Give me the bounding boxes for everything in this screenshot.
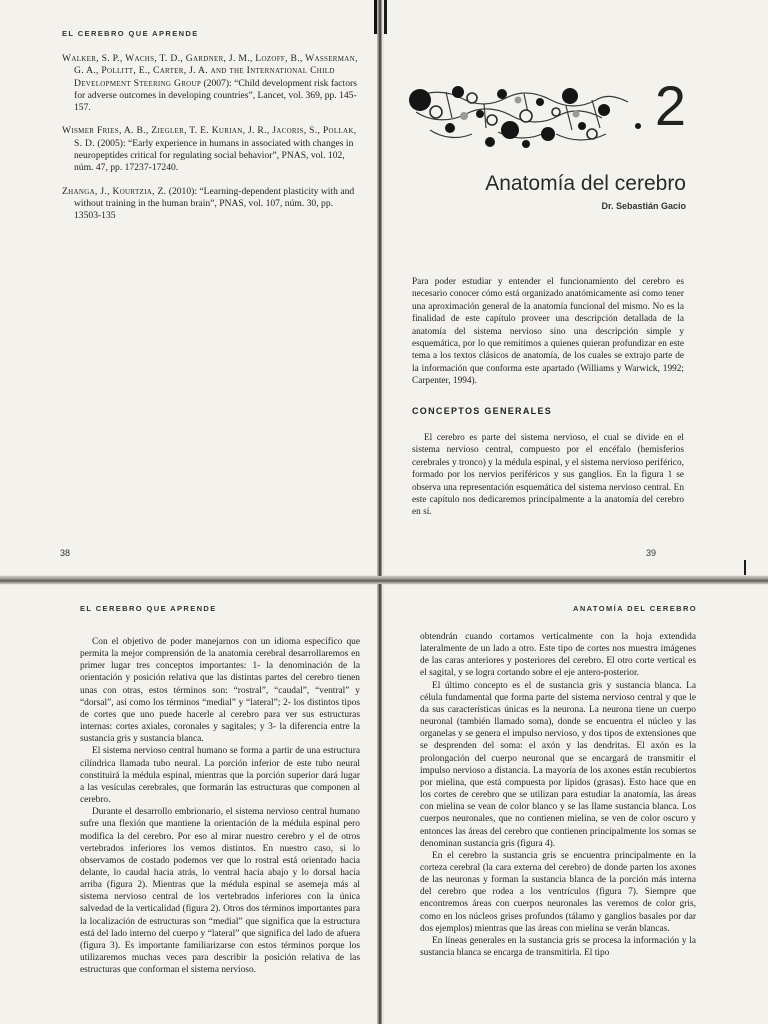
body-column-right	[420, 631, 696, 959]
chapter-author: Dr. Sebastián Gacio	[601, 201, 686, 211]
chapter-number: 2	[654, 74, 686, 137]
crop-mark	[744, 560, 746, 575]
body-paragraph: En líneas generales en la sustancia gris se procesa la información y la sustancia blanca se encarga de transmitirla. El tipo	[420, 935, 696, 959]
running-head: EL CEREBRO QUE APRENDE	[62, 29, 199, 38]
page-number: 39	[646, 548, 657, 558]
page-number: 38	[60, 548, 71, 558]
body-paragraph: En el cerebro la sustancia gris se encuentra principalmente en la corteza cerebral (la cara externa del cerebro) de donde parten los axones de las neuronas y forman la sustancia blanca de la porción más interna del cerebro que rodea a los ventrículos (figura 7). Siempre que encontremos áreas con cuerpos neuronales las veremos de color gris, como en los núcleos grises profundos (tálamo y ganglios basales por dar dos ejemplos) mientras que las áreas con mielina se verán blancas.	[420, 850, 696, 934]
body-column-left	[80, 636, 360, 976]
body-paragraph: El sistema nervioso central humano se forma a partir de una estructura cilíndrica llamada tubo neural. La porción inferior de este tubo neural constituirá la médula espinal, mientras que la porción superior dará lugar a las vesículas cerebrales, que formarán las estructuras que componen al cerebro.	[80, 746, 360, 806]
section-heading: CONCEPTOS GENERALES	[412, 406, 553, 416]
chapter-title: Anatomía del cerebro	[485, 172, 686, 195]
body-paragraph: El último concepto es el de sustancia gris y sustancia blanca. La célula fundamental que forma parte del sistema nervioso central y que le da sus características únicas es la neurona. La neurona tiene un cuerpo neuronal (también llamado soma), donde se encuentra el núcleo y las organelas y se genera el impulso nervioso, y dos tipos de extensiones que se desprenden del soma: el axón y las dendritas. El axón es la prolongación del cuerpo neuronal que se encargará de transmitir el impulso nervioso a distancia. La mayoría de los axones están recubiertos por mielina, que está compuesta por lípidos (grasas). Esto hace que en los cortes de cerebro que se utilizan para estudiar la anatomía, las áreas con mielina se vean de color blanco y se las llame sustancia blanca. Los cuerpos neuronales, que no contienen mielina, se ven de color oscuro y entonces las áreas del cerebro que contienen principalmente los somas se denominan sustancia gris (figura 4).	[420, 680, 696, 849]
running-head: ANATOMÍA DEL CEREBRO	[573, 604, 697, 613]
book-spine-divider	[377, 0, 382, 1024]
page-38	[0, 0, 378, 575]
chapter-intro: Para poder estudiar y entender el funcionamiento del cerebro es necesario conocer cómo está organizado anatómicamente así como tener una aproximación general de la anatomía funcional del mismo. No es la finalidad de este capítulo proveer una descripción detallada de la anatomía del sistema nervioso sino una descripción simple y esquemática, por lo que remitimos a quienes quieran profundizar en este tema a los textos clásicos de anatomía, de los cuales se extrajo parte de la información que conforma este apartado (Williams y Warwick, 1992; Carpenter, 1994).	[412, 277, 684, 387]
molecule-graphic-icon	[406, 70, 646, 160]
binding-notch	[374, 0, 377, 34]
running-head: EL CEREBRO QUE APRENDE	[80, 604, 217, 613]
reference-list	[62, 53, 358, 234]
body-paragraph: El cerebro es parte del sistema nervioso, el cual se divide en el sistema nervioso central, compuesto por el encéfalo (hemisferios cerebrales y tronco) y la médula espinal, y el sistema nervioso periférico, formado por los nervios periféricos y sus ganglios. En la figura 1 se observa una representación esquemática del sistema nervioso central. En este capítulo nos dedicaremos principalmente a la anatomía del cerebro en sí.	[412, 433, 684, 518]
reference-item: Walker, S. P., Wachs, T. D., Gardner, J. M., Lozoff, B., Wasserman, G. A., Pollitt, E., Carter, J. A. and the International Child Development Steering Group (2007): “Child development risk factors for adverse outcomes in developing countries”, Lancet, vol. 369, pp. 145-157.	[62, 53, 358, 114]
binding-mark	[384, 0, 387, 34]
body-paragraph: Durante el desarrollo embrionario, el sistema nervioso central humano sufre una flexión que mantiene la orientación de la médula espinal pero modifica la del cerebro. Por eso al mirar nuestro cerebro y el de otros vertebrados inferiores los vemos distintos. En nuestro caso, si lo observamos de costado podemos ver que lo rostral está orientado hacia delante, lo caudal hacia atrás, lo ventral hacia abajo y lo dorsal hacia arriba (figura 2). Mientras que la médula espinal se asemeja más al sistema nervioso central de los vertebrados inferiores con la única salvedad de la verticalidad (figura 2). Otros dos términos importantes para la localización de estructuras son “medial” que significa que la estructura está del lado interno del cuerpo y “lateral” que significa del lado de afuera (figura 3). Es importante familiarizarse con estos términos porque los utilizaremos muchas veces para describir la posición relativa de las estructuras que conforman el sistema nervioso.	[80, 807, 360, 976]
reference-item: Zhanga, J., Kourtzia, Z. (2010): “Learning-dependent plasticity with and without training in the human brain”, PNAS, vol. 107, núm. 30, pp. 13503-135	[62, 185, 355, 222]
body-paragraph: Con el objetivo de poder manejarnos con un idioma específico que permita la mejor comprensión de la anatomía cerebral desarrollaremos en primer lugar tres conceptos importantes: 1- la denominación de la orientación y posición relativa que las distintas partes del cerebro tienen unas con otras, estos términos son: “rostral”, “caudal”, “ventral” y “dorsal”, así como los términos “medial” y “lateral”; 2- los distintos tipos de cortes que uno puede hacerle al cerebro para ver sus estructuras internas: cortes axiales, coronales y sagitales; y 3- la diferencia entre la sustancia gris y sustancia blanca.	[80, 637, 360, 745]
scan-page-divider	[0, 576, 768, 584]
body-paragraph: obtendrán cuando cortamos verticalmente con la hoja extendida lateralmente de un lado a otro. Este tipo de cortes nos muestra imágenes de las caras anteriores y posteriores del cerebro. El otro corte vertical es el sagital, y se logra cortando sobre el eje antero-posterior.	[420, 632, 696, 679]
reference-item: Wismer Fries, A. B., Ziegler, T. E. Kurian, J. R., Jacoris, S., Pollak, S. D. (2005): “Early experience in humans in associated with changes in neuropeptides critical for regulating social behavior”, PNAS, vol. 102, núm. 47, pp. 17237-17240.	[62, 125, 357, 174]
